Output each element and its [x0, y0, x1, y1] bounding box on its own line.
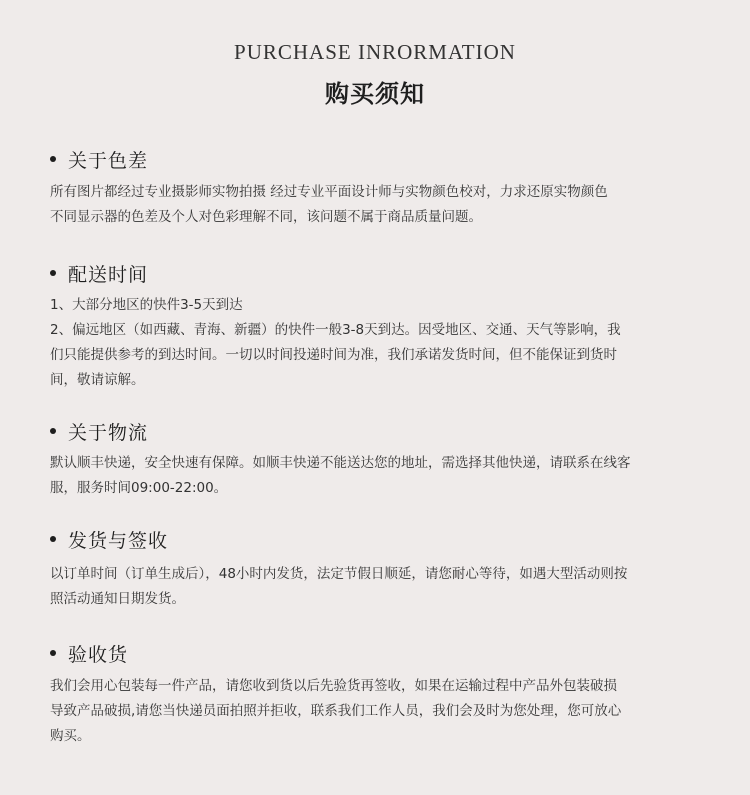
- body-line: 服，服务时间09:00-22:00。: [50, 480, 228, 496]
- section-title-logistics: [50, 419, 148, 443]
- body-line: 不同显示器的色差及个人对色彩理解不同，该问题不属于商品质量问题。: [50, 209, 482, 225]
- header-en-title: PURCHASE INRORMATION: [234, 40, 516, 64]
- section-body-inspection: [50, 674, 720, 749]
- section-title-color-difference: [50, 147, 148, 171]
- section-title-label: 配送时间: [68, 263, 149, 286]
- bullet-icon: [50, 156, 56, 162]
- bullet-icon: [50, 428, 56, 434]
- body-line: 我们会用心包装每一件产品，请您收到货以后先验货再签收，如果在运输过程中产品外包装破损: [50, 678, 617, 694]
- section-body-shipping-receipt: [50, 562, 720, 612]
- body-line: 默认顺丰快递，安全快速有保障。如顺丰快递不能送达您的地址，需选择其他快递，请联系在线客: [50, 455, 631, 471]
- body-line: 照活动通知日期发货。: [50, 591, 185, 607]
- section-title-delivery-time: [50, 261, 148, 285]
- section-title-label: 关于色差: [68, 149, 149, 172]
- section-title-shipping-receipt: [50, 527, 168, 551]
- body-line: 导致产品破损,请您当快递员面拍照并拒收，联系我们工作人员，我们会及时为您处理，您可放心: [50, 703, 622, 719]
- body-line: 2、偏远地区（如西藏、青海、新疆）的快件一般3-8天到达。因受地区、交通、天气等影响，我: [50, 322, 621, 338]
- section-title-label: 发货与签收: [68, 529, 169, 552]
- section-body-color-difference: [50, 180, 720, 230]
- bullet-icon: [50, 270, 56, 276]
- body-line: 购买。: [50, 728, 91, 744]
- body-line: 们只能提供参考的到达时间。一切以时间投递时间为准，我们承诺发货时间，但不能保证到货时: [50, 347, 617, 363]
- body-line: 所有图片都经过专业摄影师实物拍摄 经过专业平面设计师与实物颜色校对，力求还原实物颜色: [50, 184, 608, 200]
- section-title-inspection: [50, 641, 128, 665]
- section-body-logistics: [50, 451, 720, 501]
- section-title-label: 关于物流: [68, 421, 149, 444]
- section-body-delivery-time: [50, 293, 720, 393]
- body-line: 以订单时间（订单生成后），48小时内发货，法定节假日顺延，请您耐心等待，如遇大型活动则按: [50, 566, 628, 582]
- bullet-icon: [50, 536, 56, 542]
- page-title: 购买须知: [325, 80, 425, 108]
- bullet-icon: [50, 650, 56, 656]
- body-line: 1、大部分地区的快件3-5天到达: [50, 297, 243, 313]
- body-line: 间，敬请谅解。: [50, 372, 145, 388]
- section-title-label: 验收货: [68, 643, 129, 666]
